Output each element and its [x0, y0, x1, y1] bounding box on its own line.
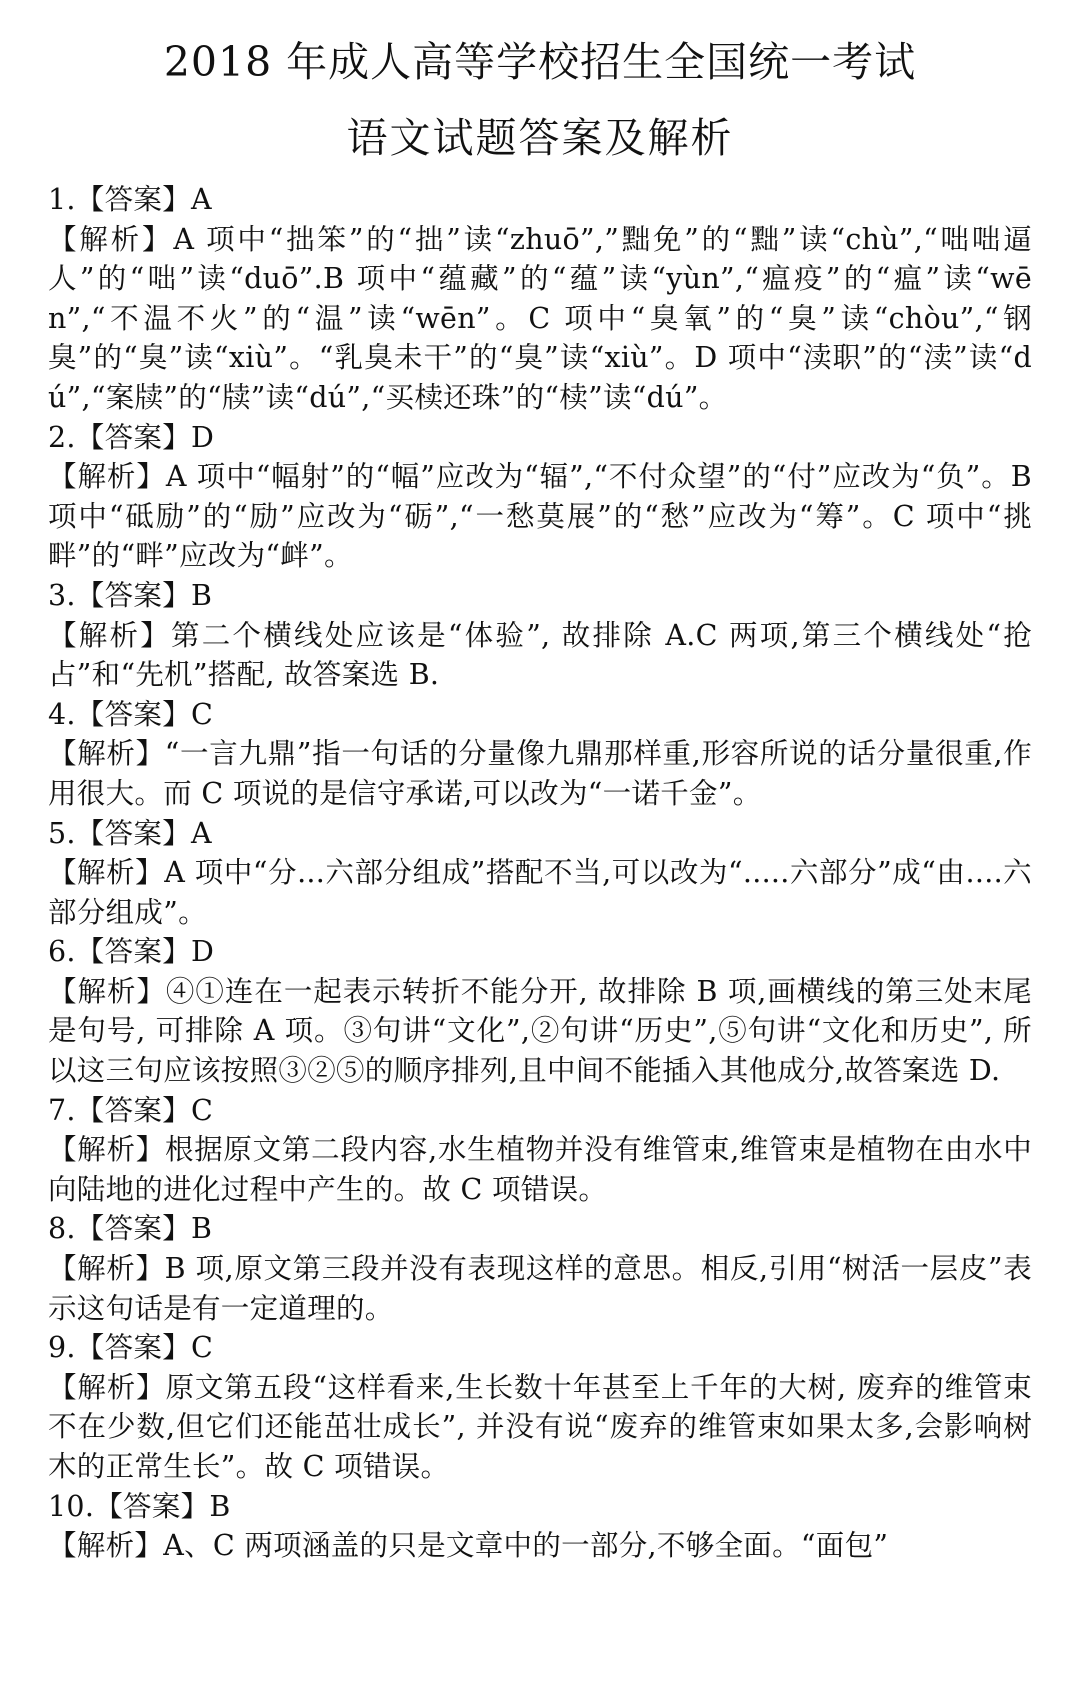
explanation-text: 【解析】A、C 两项涵盖的只是文章中的一部分,不够全面。“面包”: [48, 1529, 889, 1563]
answer-item-9: [48, 1328, 1032, 1486]
answer-line: 10.【答案】B: [48, 1489, 231, 1523]
explanation-text: 【解析】B 项,原文第三段并没有表现这样的意思。相反,引用“树活一层皮”表示这句话是有一定道理的。: [48, 1252, 1032, 1325]
answer-line: 2.【答案】D: [48, 420, 215, 454]
answer-item-5: [48, 814, 1032, 933]
page-title: 2018 年成人高等学校招生全国统一考试: [163, 38, 917, 86]
answer-item-7: [48, 1091, 1032, 1210]
explanation-text: 【解析】第二个横线处应该是“体验”, 故排除 A.C 两项,第三个横线处“抢占”和“先机”搭配, 故答案选 B.: [48, 618, 1032, 692]
answer-item-10: [48, 1487, 1032, 1566]
explanation-text: 【解析】A 项中“分...六部分组成”搭配不当,可以改为“.....六部分”成“由....六部分组成”。: [48, 856, 1032, 929]
answer-line: 9.【答案】C: [48, 1331, 214, 1365]
answer-item-6: [48, 932, 1032, 1090]
explanation-text: 【解析】④①连在一起表示转折不能分开, 故排除 B 项,画横线的第三处末尾是句号, 可排除 A 项。③句讲“文化”,②句讲“历史”,⑤句讲“文化和历史”, 所以这三句应该按照③②⑤的顺序排列,且中间不能插入其他成分,故答案选 D.: [48, 974, 1032, 1088]
answer-line: 7.【答案】C: [48, 1093, 214, 1127]
explanation-text: 【解析】“一言九鼎”指一句话的分量像九鼎那样重,形容所说的话分量很重,作用很大。而 C 项说的是信守承诺,可以改为“一诺千金”。: [48, 737, 1032, 810]
answer-item-4: [48, 695, 1032, 814]
page-subtitle: 语文试题答案及解析: [346, 114, 734, 162]
answer-line: 3.【答案】B: [48, 578, 213, 612]
answer-line: 5.【答案】A: [48, 816, 212, 850]
explanation-text: 【解析】原文第五段“这样看来,生长数十年甚至上千年的大树, 废弃的维管束不在少数,但它们还能茁壮成长”, 并没有说“废弃的维管束如果太多,会影响树木的正常生长”。故 C 项错误。: [48, 1370, 1032, 1483]
answer-line: 1.【答案】A: [48, 183, 212, 216]
answer-item-1: [48, 180, 1032, 418]
answer-line: 8.【答案】B: [48, 1212, 213, 1246]
explanation-text: 【解析】A 项中“拙笨”的“拙”读“zhuō”,”黜免”的“黜”读“chù”,“咄咄逼人”的“咄”读“duō”.B 项中“蕴藏”的“蕴”读“yùn”,“瘟疫”的“瘟”读“wēn”,“不温不火”的“温”读“wēn”。C 项中“臭氧”的“臭”读“chòu”,“钢臭”的“臭”读“xiù”。“乳臭未干”的“臭”读“xiù”。D 项中“渎职”的“渎”读“dú”,“案牍”的“牍”读“dú”,“买椟还珠”的“椟”读“dú”。: [48, 222, 1032, 414]
answer-item-2: [48, 418, 1032, 576]
explanation-text: 【解析】根据原文第二段内容,水生植物并没有维管束,维管束是植物在由水中向陆地的进化过程中产生的。故 C 项错误。: [48, 1133, 1032, 1206]
answer-item-8: [48, 1209, 1032, 1328]
answer-line: 6.【答案】D: [48, 935, 215, 969]
answer-item-3: [48, 576, 1032, 695]
answer-line: 4.【答案】C: [48, 697, 214, 731]
explanation-text: 【解析】A 项中“幅射”的“幅”应改为“辐”,“不付众望”的“付”应改为“负”。B 项中“砥励”的“励”应改为“砺”,“一愁莫展”的“愁”应改为“筹”。C 项中“挑畔”的“畔”应改为“衅”。: [48, 460, 1032, 573]
